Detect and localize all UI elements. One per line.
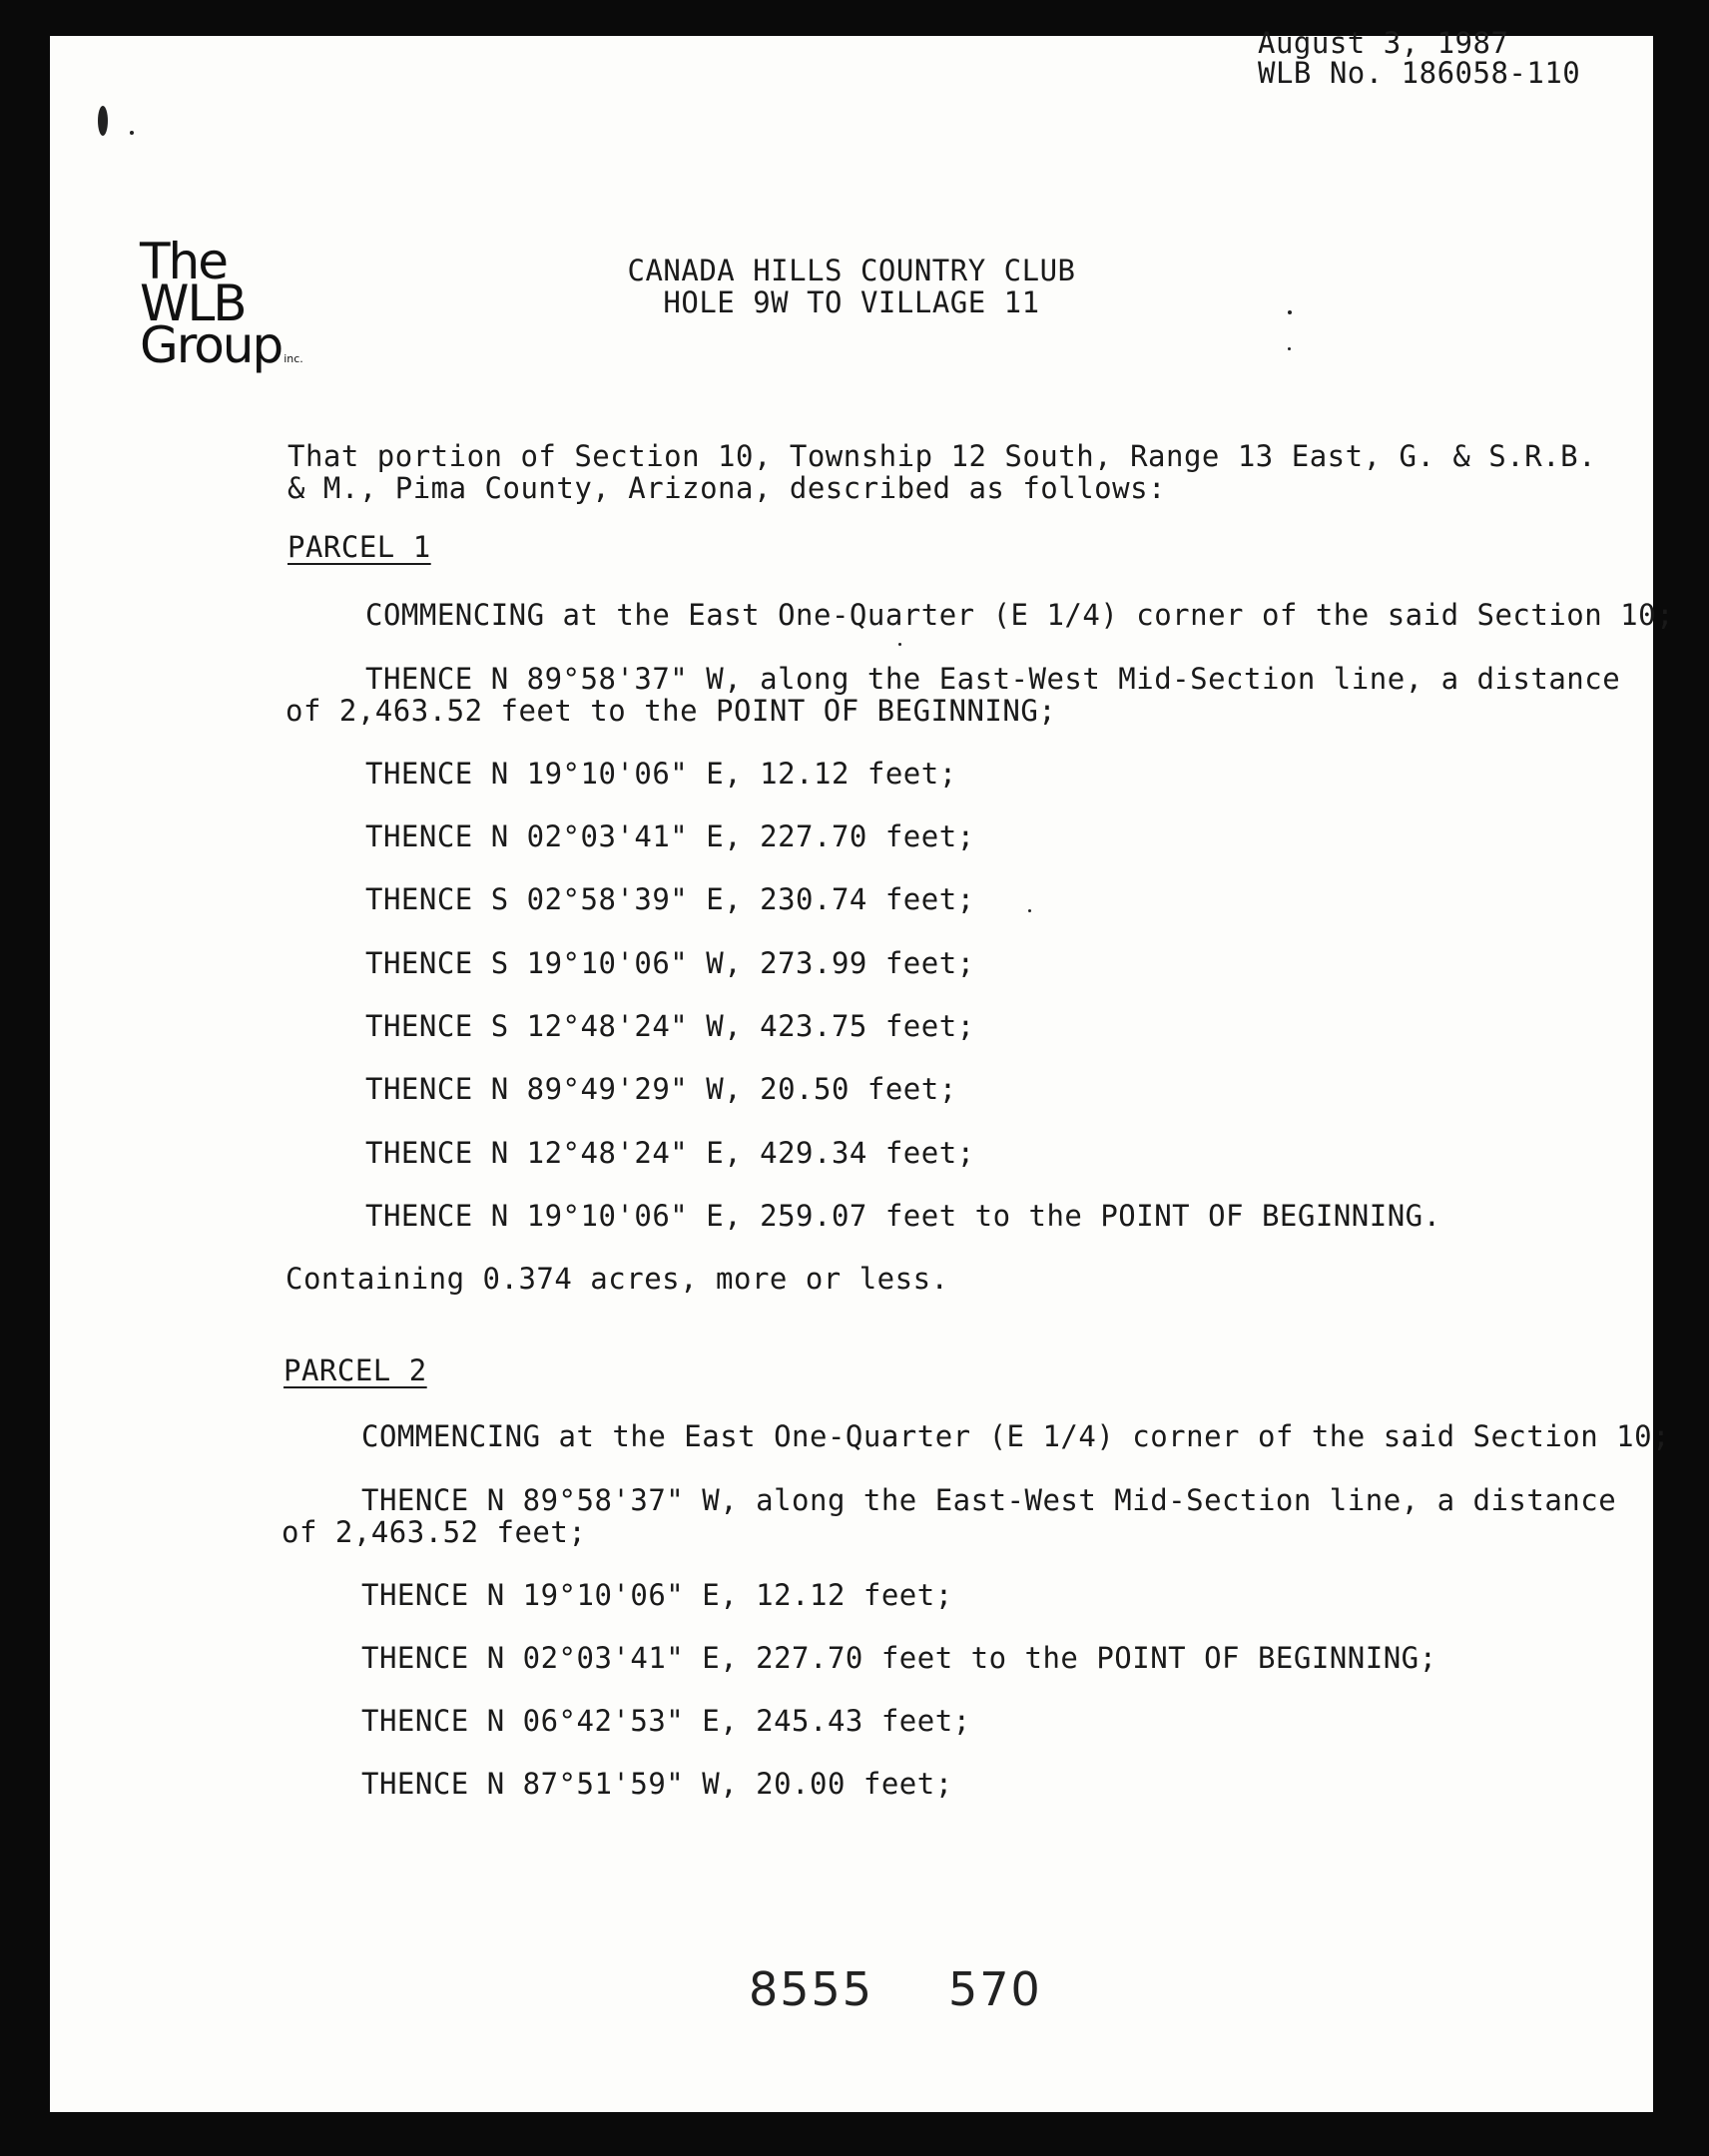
scan-speck (1288, 310, 1292, 314)
parcel-1-course: THENCE N 19°10'06" E, 259.07 feet to the POINT OF BEGINNING. (365, 1199, 1441, 1233)
parcel-2-commencing: COMMENCING at the East One-Quarter (E 1/4) corner of the said Section 10; (361, 1419, 1671, 1453)
parcel-2-course: THENCE N 02°03'41" E, 227.70 feet to the POINT OF BEGINNING; (361, 1641, 1437, 1675)
parcel-1-thence-first-line-2: of 2,463.52 feet to the POINT OF BEGINNING; (285, 694, 1057, 728)
parcel-1-commencing: COMMENCING at the East One-Quarter (E 1/4) corner of the said Section 10; (365, 598, 1675, 632)
scan-speck (1288, 347, 1291, 350)
title-line-1: CANADA HILLS COUNTRY CLUB (627, 254, 1076, 287)
footer-number-1: 8555 (749, 1962, 874, 2016)
parcel-1-course: THENCE S 12°48'24" W, 423.75 feet; (365, 1009, 975, 1043)
logo-line-1: The (140, 233, 227, 290)
scan-speck (130, 131, 134, 135)
parcel-2-thence-first-line-1: THENCE N 89°58'37" W, along the East-West Mid-Section line, a distance (361, 1483, 1617, 1517)
parcel-1-course: THENCE N 89°49'29" W, 20.50 feet; (365, 1072, 957, 1106)
footer-number-2: 570 (948, 1962, 1042, 2016)
scan-speck (1028, 909, 1031, 912)
logo-inc: inc. (284, 352, 303, 365)
title-line-2: HOLE 9W TO VILLAGE 11 (663, 285, 1040, 319)
parcel-1-course: THENCE S 02°58'39" E, 230.74 feet; (365, 882, 975, 916)
logo-line-3: Group (140, 316, 283, 374)
parcel-1-course: THENCE N 02°03'41" E, 227.70 feet; (365, 819, 975, 853)
parcel-2-course: THENCE N 87°51'59" W, 20.00 feet; (361, 1767, 953, 1801)
document-page (50, 26, 1675, 2112)
document-date: August 3, 1987 (1258, 26, 1509, 60)
intro-line-2: & M., Pima County, Arizona, described as follows: (287, 471, 1167, 505)
parcel-2-course: THENCE N 19°10'06" E, 12.12 feet; (361, 1578, 953, 1612)
parcel-1-course: THENCE N 19°10'06" E, 12.12 feet; (365, 757, 957, 791)
wlb-number: WLB No. 186058-110 (1258, 56, 1581, 90)
parcel-1-course: THENCE S 19°10'06" W, 273.99 feet; (365, 946, 975, 980)
parcel-2-heading: PARCEL 2 (284, 1353, 427, 1387)
parcel-1-thence-first-line-1: THENCE N 89°58'37" W, along the East-West Mid-Section line, a distance (365, 662, 1621, 696)
scan-speck (898, 643, 901, 646)
parcel-1-course: THENCE N 12°48'24" E, 429.34 feet; (365, 1136, 975, 1170)
parcel-2-course: THENCE N 06°42'53" E, 245.43 feet; (361, 1704, 971, 1738)
logo-line-2: WLB (140, 274, 246, 332)
parcel-1-containing: Containing 0.374 acres, more or less. (285, 1262, 949, 1296)
scan-speck (98, 106, 108, 136)
parcel-2-thence-first-line-2: of 2,463.52 feet; (282, 1515, 587, 1549)
parcel-1-heading: PARCEL 1 (287, 530, 431, 564)
intro-line-1: That portion of Section 10, Township 12 South, Range 13 East, G. & S.R.B. (287, 439, 1597, 473)
